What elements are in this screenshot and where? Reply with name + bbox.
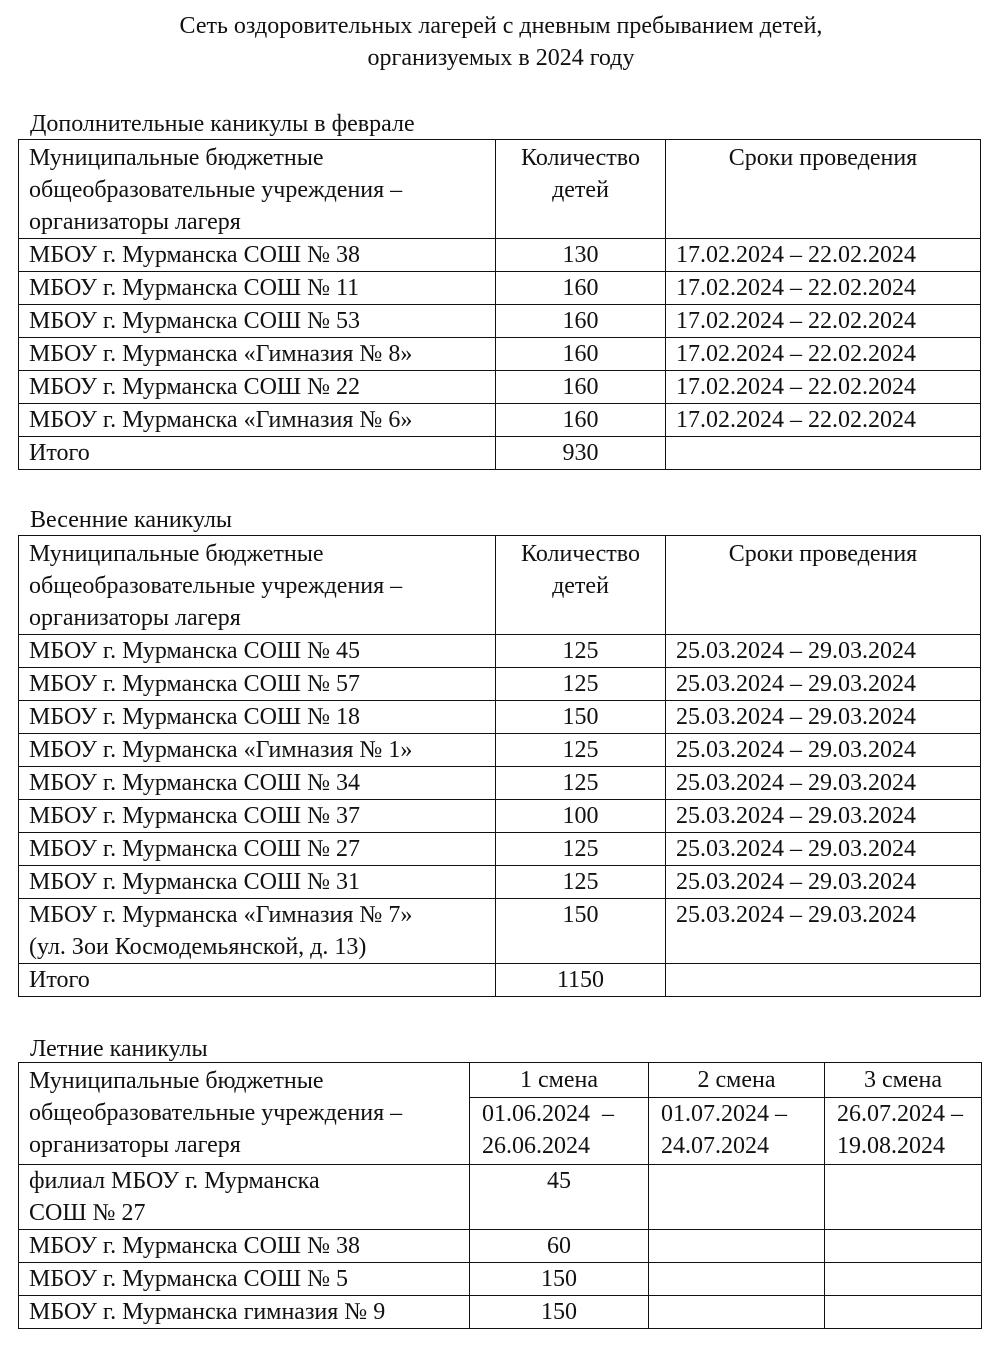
header-org-line: Муниципальные бюджетные — [29, 145, 324, 171]
total-dates-empty — [666, 964, 981, 997]
header-dates: Сроки проведения — [666, 536, 981, 635]
shift-date-line: 26.06.2024 — [482, 1133, 590, 1159]
shift-date-line: 01.07.2024 – — [661, 1101, 787, 1127]
child-count: 150 — [496, 899, 666, 964]
header-count-line: детей — [552, 177, 609, 203]
header-count-line: детей — [552, 573, 609, 599]
document-title — [0, 10, 1002, 74]
table-row — [19, 734, 981, 767]
child-count: 125 — [496, 833, 666, 866]
child-count: 125 — [496, 767, 666, 800]
header-org-line: Муниципальные бюджетные — [29, 1068, 324, 1094]
table-row — [19, 1165, 982, 1230]
table-row — [19, 866, 981, 899]
shift-date-line: 24.07.2024 — [661, 1133, 769, 1159]
section-title-spring: Весенние каникулы — [30, 507, 233, 533]
date-range: 17.02.2024 – 22.02.2024 — [666, 338, 981, 371]
date-range: 17.02.2024 – 22.02.2024 — [666, 404, 981, 437]
date-range: 17.02.2024 – 22.02.2024 — [666, 305, 981, 338]
org-name: МБОУ г. Мурманска СОШ № 18 — [19, 701, 496, 734]
child-count: 160 — [496, 338, 666, 371]
header-count-line: Количество — [521, 145, 640, 171]
shift-2-count — [649, 1296, 825, 1329]
org-name: МБОУ г. Мурманска «Гимназия № 6» — [19, 404, 496, 437]
header-count-line: Количество — [521, 541, 640, 567]
child-count: 125 — [496, 734, 666, 767]
table-row — [19, 1263, 982, 1296]
total-row — [19, 437, 981, 470]
shift-3-label: 3 смена — [825, 1063, 982, 1098]
org-name: МБОУ г. Мурманска СОШ № 53 — [19, 305, 496, 338]
org-name: МБОУ г. Мурманска СОШ № 38 — [19, 1230, 470, 1263]
org-name: МБОУ г. Мурманска СОШ № 27 — [19, 833, 496, 866]
table-row — [19, 635, 981, 668]
header-org-line: Муниципальные бюджетные — [29, 541, 324, 567]
child-count: 100 — [496, 800, 666, 833]
date-range: 25.03.2024 – 29.03.2024 — [666, 668, 981, 701]
spring-table — [18, 535, 981, 997]
total-dates-empty — [666, 437, 981, 470]
title-line-2: организуемых в 2024 году — [367, 45, 635, 71]
date-range: 25.03.2024 – 29.03.2024 — [666, 767, 981, 800]
table-row — [19, 371, 981, 404]
shift-3-count — [825, 1263, 982, 1296]
date-range: 25.03.2024 – 29.03.2024 — [666, 800, 981, 833]
date-range: 25.03.2024 – 29.03.2024 — [666, 635, 981, 668]
org-name: МБОУ г. Мурманска СОШ № 22 — [19, 371, 496, 404]
date-range: 17.02.2024 – 22.02.2024 — [666, 371, 981, 404]
table-row — [19, 239, 981, 272]
shift-3-count — [825, 1165, 982, 1230]
org-name: МБОУ г. Мурманска СОШ № 57 — [19, 668, 496, 701]
child-count: 125 — [496, 635, 666, 668]
table-row — [19, 1296, 982, 1329]
header-org-line: общеобразовательные учреждения – — [29, 1100, 403, 1126]
table-header-row — [19, 140, 981, 239]
child-count: 125 — [496, 866, 666, 899]
org-name: МБОУ г. Мурманска СОШ № 38 — [19, 239, 496, 272]
org-name: МБОУ г. Мурманска СОШ № 37 — [19, 800, 496, 833]
header-count — [496, 140, 666, 239]
org-name — [19, 899, 496, 964]
table-header-row — [19, 1063, 982, 1098]
table-row — [19, 899, 981, 964]
org-name: МБОУ г. Мурманска гимназия № 9 — [19, 1296, 470, 1329]
table-row — [19, 1230, 982, 1263]
child-count: 125 — [496, 668, 666, 701]
org-name — [19, 1165, 470, 1230]
org-name: МБОУ г. Мурманска «Гимназия № 1» — [19, 734, 496, 767]
date-range: 25.03.2024 – 29.03.2024 — [666, 734, 981, 767]
table-row — [19, 701, 981, 734]
table-row — [19, 668, 981, 701]
header-dates: Сроки проведения — [666, 140, 981, 239]
shift-date-line: 19.08.2024 — [837, 1133, 945, 1159]
date-range: 17.02.2024 – 22.02.2024 — [666, 239, 981, 272]
section-title-summer: Летние каникулы — [30, 1036, 208, 1062]
header-org-line: организаторы лагеря — [29, 605, 241, 631]
shift-2-dates — [649, 1098, 825, 1165]
title-line-1: Сеть оздоровительных лагерей с дневным пребыванием детей, — [179, 13, 823, 39]
org-name: МБОУ г. Мурманска «Гимназия № 8» — [19, 338, 496, 371]
child-count: 150 — [496, 701, 666, 734]
shift-2-count — [649, 1165, 825, 1230]
header-org — [19, 536, 496, 635]
shift-1-dates — [470, 1098, 649, 1165]
org-name-line: МБОУ г. Мурманска «Гимназия № 7» — [29, 902, 413, 928]
date-range: 25.03.2024 – 29.03.2024 — [666, 899, 981, 964]
header-org — [19, 1063, 470, 1165]
shift-1-count: 45 — [470, 1165, 649, 1230]
org-name: МБОУ г. Мурманска СОШ № 45 — [19, 635, 496, 668]
org-address-line: (ул. Зои Космодемьянской, д. 13) — [29, 934, 367, 960]
org-name: МБОУ г. Мурманска СОШ № 5 — [19, 1263, 470, 1296]
total-label: Итого — [19, 964, 496, 997]
shift-1-count: 150 — [470, 1296, 649, 1329]
shift-1-count: 60 — [470, 1230, 649, 1263]
total-label: Итого — [19, 437, 496, 470]
date-range: 25.03.2024 – 29.03.2024 — [666, 833, 981, 866]
shift-3-dates — [825, 1098, 982, 1165]
shift-date-line: 01.06.2024 – — [482, 1101, 614, 1127]
org-name: МБОУ г. Мурманска СОШ № 31 — [19, 866, 496, 899]
header-org-line: общеобразовательные учреждения – — [29, 177, 403, 203]
table-row — [19, 767, 981, 800]
shift-1-label: 1 смена — [470, 1063, 649, 1098]
child-count: 160 — [496, 305, 666, 338]
child-count: 160 — [496, 404, 666, 437]
shift-3-count — [825, 1296, 982, 1329]
table-row — [19, 272, 981, 305]
org-name-line: филиал МБОУ г. Мурманска — [29, 1168, 320, 1194]
table-header-row — [19, 536, 981, 635]
summer-table — [18, 1062, 982, 1329]
shift-2-count — [649, 1263, 825, 1296]
date-range: 25.03.2024 – 29.03.2024 — [666, 701, 981, 734]
total-row — [19, 964, 981, 997]
child-count: 160 — [496, 272, 666, 305]
date-range: 17.02.2024 – 22.02.2024 — [666, 272, 981, 305]
section-title-february: Дополнительные каникулы в феврале — [30, 111, 415, 137]
header-org-line: организаторы лагеря — [29, 1132, 241, 1158]
date-range: 25.03.2024 – 29.03.2024 — [666, 866, 981, 899]
shift-1-count: 150 — [470, 1263, 649, 1296]
shift-2-count — [649, 1230, 825, 1263]
header-org-line: общеобразовательные учреждения – — [29, 573, 403, 599]
shift-3-count — [825, 1230, 982, 1263]
total-count: 1150 — [496, 964, 666, 997]
table-row — [19, 404, 981, 437]
total-count: 930 — [496, 437, 666, 470]
org-name: МБОУ г. Мурманска СОШ № 11 — [19, 272, 496, 305]
table-row — [19, 833, 981, 866]
org-name: МБОУ г. Мурманска СОШ № 34 — [19, 767, 496, 800]
february-table — [18, 139, 981, 470]
shift-date-line: 26.07.2024 – — [837, 1101, 963, 1127]
table-row — [19, 338, 981, 371]
org-name-line: СОШ № 27 — [29, 1200, 146, 1226]
header-org-line: организаторы лагеря — [29, 209, 241, 235]
header-org — [19, 140, 496, 239]
table-row — [19, 800, 981, 833]
table-row — [19, 305, 981, 338]
header-count — [496, 536, 666, 635]
child-count: 130 — [496, 239, 666, 272]
child-count: 160 — [496, 371, 666, 404]
shift-2-label: 2 смена — [649, 1063, 825, 1098]
